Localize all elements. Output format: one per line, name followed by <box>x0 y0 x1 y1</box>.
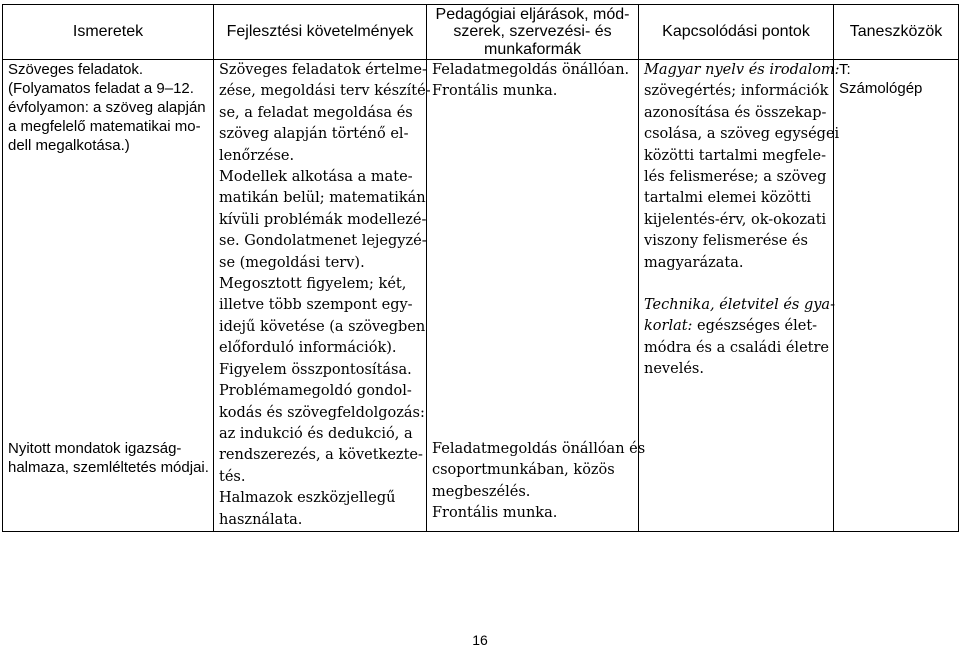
kapcsolodasi-line <box>644 316 828 337</box>
pedagogiai-line: megbeszélés. <box>432 483 531 500</box>
ismeretek-line: a megfelelő matematikai mo- <box>8 118 201 135</box>
fejlesztesi-line: kodás és szövegfeldolgozás: <box>219 404 425 421</box>
fejlesztesi-line: illetve több szempont egy- <box>219 297 413 314</box>
pedagogiai-top-block <box>432 60 633 103</box>
kapcsolodasi-subject-technika: Technika, életvitel és gya- <box>644 297 835 314</box>
kapcsolodasi-line: magyarázata. <box>644 254 744 271</box>
header-pedagogiai-eljarasok: Pedagógiai eljárások, mód- szerek, szervezési- és munkaformák <box>427 5 639 60</box>
pedagogiai-line: Feladatmegoldás önállóan és <box>432 441 646 457</box>
fejlesztesi-line: használata. <box>219 511 303 528</box>
kapcsolodasi-text: egészséges élet- <box>692 318 818 335</box>
fejlesztesi-line: rendszerezés, a következte- <box>219 447 423 464</box>
cell-kapcsolodasi-pontok <box>639 60 840 532</box>
ismeretek-line: Szöveges feladatok. <box>8 61 144 78</box>
fejlesztesi-line: Problémamegoldó gondol- <box>219 383 412 400</box>
pedagogiai-line: Frontális munka. <box>432 505 558 522</box>
ismeretek-top-block <box>8 60 208 155</box>
taneszkozok-line: T: <box>839 61 851 78</box>
ismeretek-line: Nyitott mondatok igazság- <box>8 440 182 457</box>
header-row <box>3 5 959 60</box>
kapcsolodasi-line: azonosítása és összekap- <box>644 104 827 121</box>
ismeretek-line: halmaza, szemléltetés módjai. <box>8 459 209 476</box>
pedagogiai-bottom-block <box>432 439 646 525</box>
taneszkozok-line: Számológép <box>839 80 923 97</box>
content-row <box>3 60 959 532</box>
kapcsolodasi-spacer <box>644 274 828 295</box>
header-ismeretek: Ismeretek <box>3 5 214 60</box>
pedagogiai-line: csoportmunkában, közös <box>432 462 615 479</box>
ismeretek-bottom-block <box>8 439 208 477</box>
kapcsolodasi-line: csolása, a szöveg egységei <box>644 126 840 143</box>
fejlesztesi-line: se, a feladat megoldása és <box>219 104 413 121</box>
ismeretek-line: dell megalkotása.) <box>8 137 130 154</box>
kapcsolodasi-subject-magyar: Magyar nyelv és irodalom: <box>644 62 840 78</box>
kapcsolodasi-line: lés felismerése; a szöveg <box>644 169 827 186</box>
fejlesztesi-line: zése, megoldási terv készíté- <box>219 83 431 100</box>
fejlesztesi-line: előforduló információk). <box>219 340 397 357</box>
fejlesztesi-line: Halmazok eszközjellegű <box>219 490 396 507</box>
ismeretek-line: (Folyamatos feladat a 9–12. <box>8 80 194 97</box>
fejlesztesi-line: kívüli problémák modellezé- <box>219 211 427 228</box>
cell-taneszkozok <box>834 60 959 532</box>
header-kapcsolodasi-pontok: Kapcsolódási pontok <box>639 5 834 60</box>
fejlesztesi-line: idejű követése (a szövegben <box>219 318 426 335</box>
ismeretek-line: évfolyamon: a szöveg alapján <box>8 99 206 116</box>
fejlesztesi-line: az indukció és dedukció, a <box>219 425 413 442</box>
kapcsolodasi-line: kijelentés-érv, ok-okozati <box>644 211 827 228</box>
fejlesztesi-line: tés. <box>219 468 246 485</box>
fejlesztesi-line: Figyelem összpontosítása. <box>219 361 412 378</box>
fejlesztesi-line: Modellek alkotása a mate- <box>219 169 413 186</box>
fejlesztesi-line: matikán belül; matematikán <box>219 190 426 207</box>
cell-pedagogiai-eljarasok <box>427 60 646 532</box>
kapcsolodasi-subject-technika-cont: korlat: <box>644 318 693 335</box>
fejlesztesi-line: Megosztott figyelem; két, <box>219 276 407 293</box>
kapcsolodasi-line: viszony felismerése és <box>644 233 808 250</box>
header-fejlesztesi-kovetelmenyek: Fejlesztési követelmények <box>214 5 427 60</box>
kapcsolodasi-line: nevelés. <box>644 361 704 378</box>
curriculum-table <box>2 4 959 532</box>
kapcsolodasi-line: tartalmi elemei közötti <box>644 190 812 207</box>
fejlesztesi-line: se. Gondolatmenet lejegyzé- <box>219 233 427 250</box>
pedagogiai-line: Feladatmegoldás önállóan. <box>432 62 630 78</box>
header-taneszkozok: Taneszközök <box>834 5 959 60</box>
fejlesztesi-line: lenőrzése. <box>219 147 295 164</box>
kapcsolodasi-line: módra és a családi életre <box>644 339 829 356</box>
kapcsolodasi-line: közötti tartalmi megfele- <box>644 147 826 164</box>
cell-ismeretek <box>3 60 214 532</box>
fejlesztesi-line: szöveg alapján történő el- <box>219 126 409 143</box>
kapcsolodasi-line: szövegértés; információk <box>644 83 829 100</box>
fejlesztesi-line: se (megoldási terv). <box>219 254 365 271</box>
fejlesztesi-line: Szöveges feladatok értelme- <box>219 62 427 78</box>
pedagogiai-line: Frontális munka. <box>432 83 558 100</box>
cell-fejlesztesi-kovetelmenyek <box>214 60 431 532</box>
page-number: 16 <box>472 632 488 648</box>
